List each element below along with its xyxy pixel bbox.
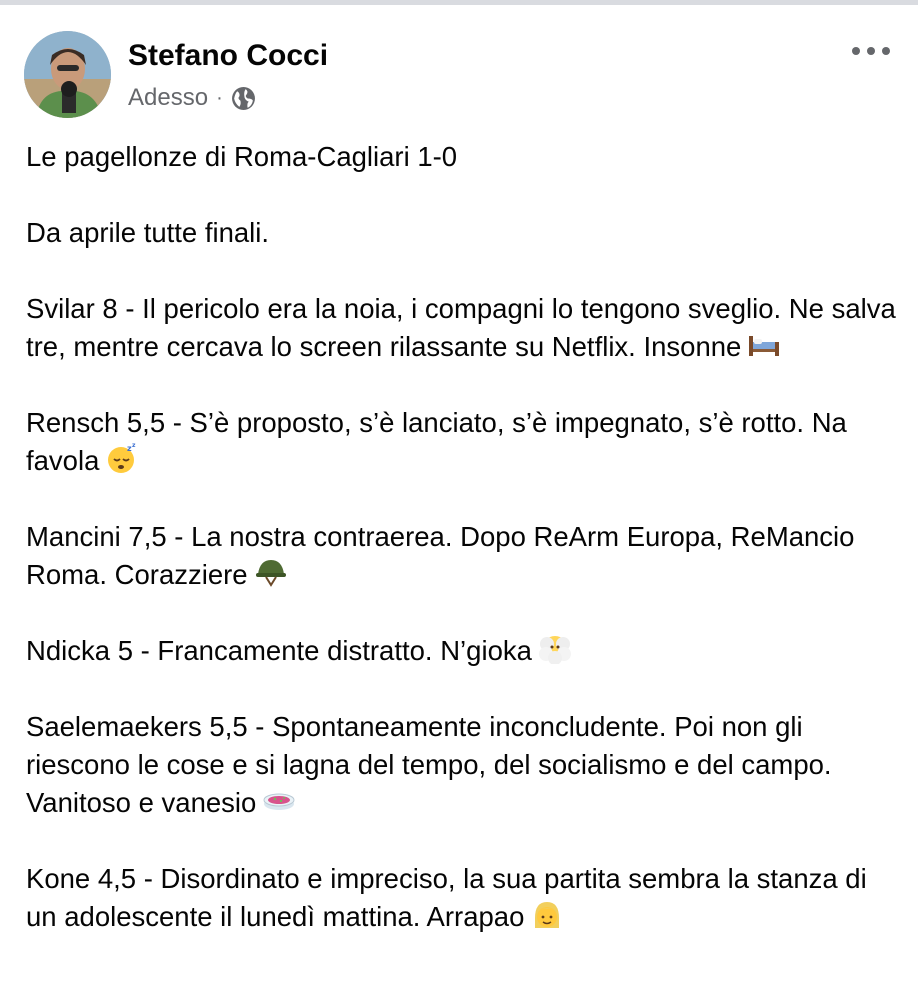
rating-text: Ndicka 5 - Francamente distratto. N’gioka — [26, 635, 532, 666]
more-options-button[interactable] — [852, 41, 890, 61]
meta-separator: · — [216, 86, 223, 109]
petri-dish-emoji — [262, 784, 296, 816]
post-title: Le pagellonze di Roma-Cagliari 1-0 — [26, 141, 458, 172]
bed-emoji — [747, 328, 781, 360]
post-meta — [128, 81, 256, 115]
rating-text: Svilar 8 - Il pericolo era la noia, i compagni lo tengono sveglio. Ne salva tre, mentre cercava lo screen rilassante su Netflix. Insonne — [26, 293, 904, 362]
person-blond-hair-emoji — [530, 898, 564, 930]
svg-text:z: z — [127, 444, 133, 453]
rating-paragraph — [26, 860, 896, 936]
globe-icon[interactable] — [231, 86, 256, 111]
rating-text: Rensch 5,5 - S’è proposto, s’è lanciato, s’è impegnato, s’è rotto. Na favola — [26, 407, 855, 476]
rating-paragraph — [26, 290, 904, 366]
facebook-post — [0, 5, 918, 1000]
post-timestamp[interactable]: Adesso — [128, 84, 209, 111]
rating-paragraph — [26, 708, 896, 822]
avatar[interactable] — [24, 31, 111, 118]
more-dot — [852, 47, 860, 55]
more-dot — [882, 47, 890, 55]
rating-paragraph — [26, 632, 896, 670]
post-body — [26, 138, 904, 974]
rating-text: Kone 4,5 - Disordinato e impreciso, la sua partita sembra la stanza di un adolescente il lunedì mattina. Arrapao — [26, 863, 875, 932]
post-header — [24, 31, 894, 121]
rating-paragraph — [26, 404, 896, 480]
post-intro: Da aprile tutte finali. — [26, 217, 270, 248]
face-in-clouds-emoji — [538, 632, 572, 664]
svg-text:z: z — [132, 442, 136, 449]
sleeping-face-emoji — [105, 442, 139, 474]
avatar-photo — [24, 31, 111, 118]
military-helmet-emoji — [254, 556, 288, 588]
rating-text: Saelemaekers 5,5 - Spontaneamente inconcludente. Poi non gli riescono le cose e si lagna del tempo, del socialismo e del campo. Vanitoso e vanesio — [26, 711, 840, 818]
more-dot — [867, 47, 875, 55]
rating-text: Mancini 7,5 - La nostra contraerea. Dopo ReArm Europa, ReMancio Roma. Corazziere — [26, 521, 863, 590]
rating-paragraph — [26, 518, 896, 594]
author-name[interactable]: Stefano Cocci — [128, 39, 329, 72]
